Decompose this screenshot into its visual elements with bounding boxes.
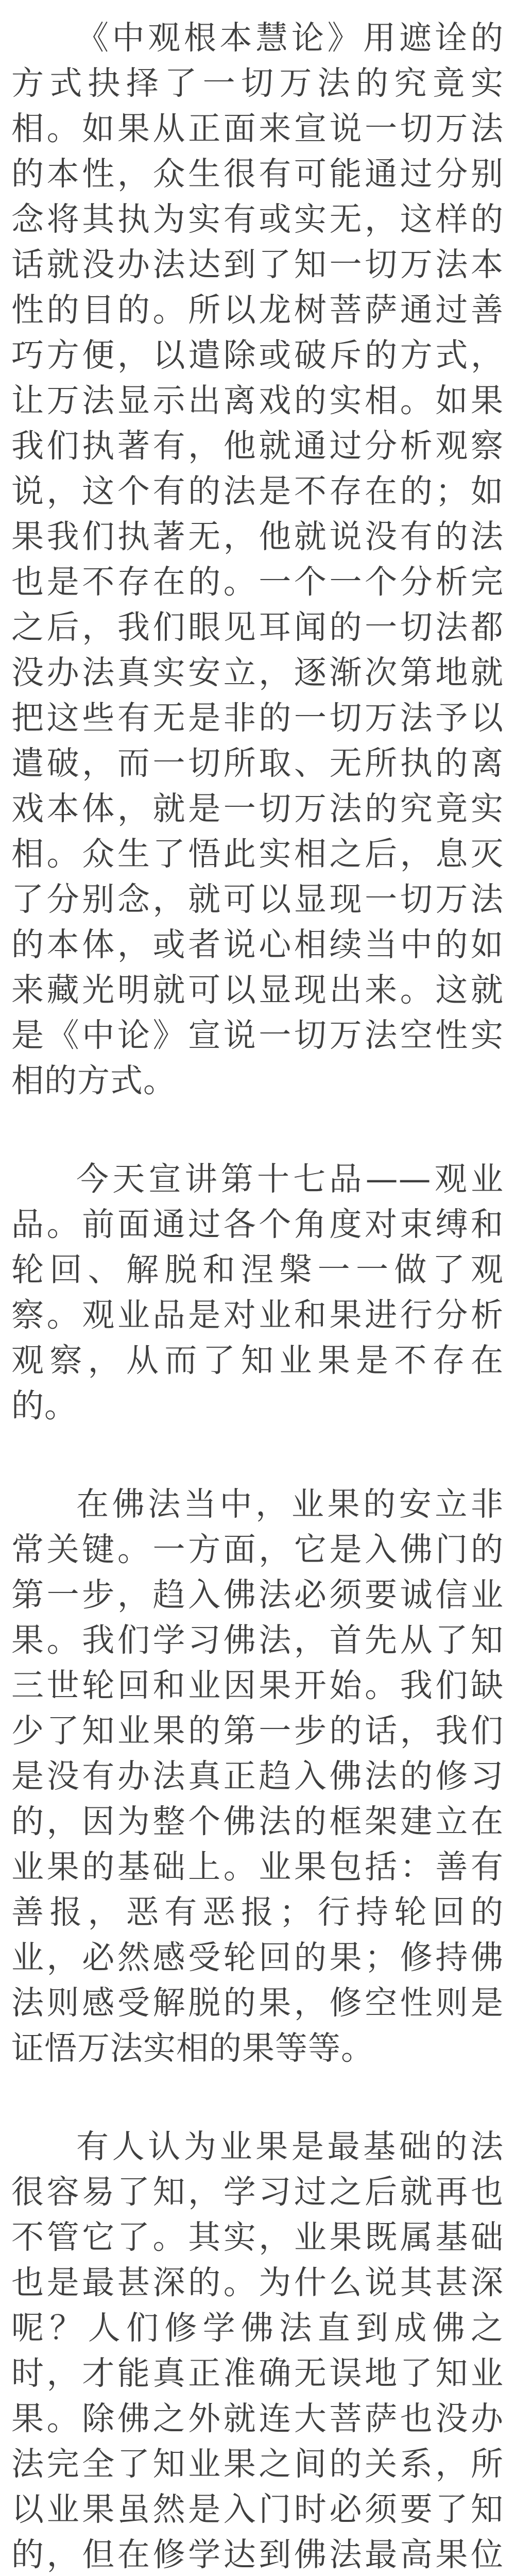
paragraph-karma-profound: 有人认为业果是最基础的法很容易了知，学习过之后就再也不管它了。其实，业果既属基础也是最甚深的。为什么说其甚深呢？人们修学佛法直到成佛之时，才能真正准确无误地了知业果。除佛之外就连大菩萨也没办法完全了知业果之间的关系，所以业果虽然是入门时必须要了知的，但在修学达到佛法最高果位	[11, 2128, 504, 2573]
paragraph-karma-importance: 在佛法当中，业果的安立非常关键。一方面，它是入佛门的第一步，趋入佛法必须要诚信业果。我们学习佛法，首先从了知三世轮回和业因果开始。我们缺少了知业果的第一步的话，我们是没有办法真正趋入佛法的修习的，因为整个佛法的框架建立在业果的基础上。业果包括：善有善报，恶有恶报；行持轮回的业，必然感受轮回的果；修持佛法则感受解脱的果，修空性则是证悟万法实相的果等等。	[11, 1485, 504, 2067]
paragraph-intro: 《中观根本慧论》用遮诠的方式抉择了一切万法的究竟实相。如果从正面来宣说一切万法的本性，众生很有可能通过分别念将其执为实有或实无，这样的话就没办法达到了知一切万法本性的目的。所以龙树菩萨通过善巧方便，以遣除或破斥的方式，让万法显示出离戏的实相。如果我们执著有，他就通过分析观察说，这个有的法是不存在的；如果我们执著无，他就说没有的法也是不存在的。一个一个分析完之后，我们眼见耳闻的一切法都没办法真实安立，逐渐次第地就把这些有无是非的一切万法予以遣破，而一切所取、无所执的离戏本体，就是一切万法的究竟实相。众生了悟此实相之后，息灭了分别念，就可以显现一切万法的本体，或者说心相续当中的如来藏光明就可以显现出来。这就是《中论》宣说一切万法空性实相的方式。	[11, 19, 504, 1099]
paragraph-chapter-intro: 今天宣讲第十七品——观业品。前面通过各个角度对束缚和轮回、解脱和涅槃一一做了观察。观业品是对业和果进行分析观察，从而了知业果是不存在的。	[11, 1160, 504, 1425]
